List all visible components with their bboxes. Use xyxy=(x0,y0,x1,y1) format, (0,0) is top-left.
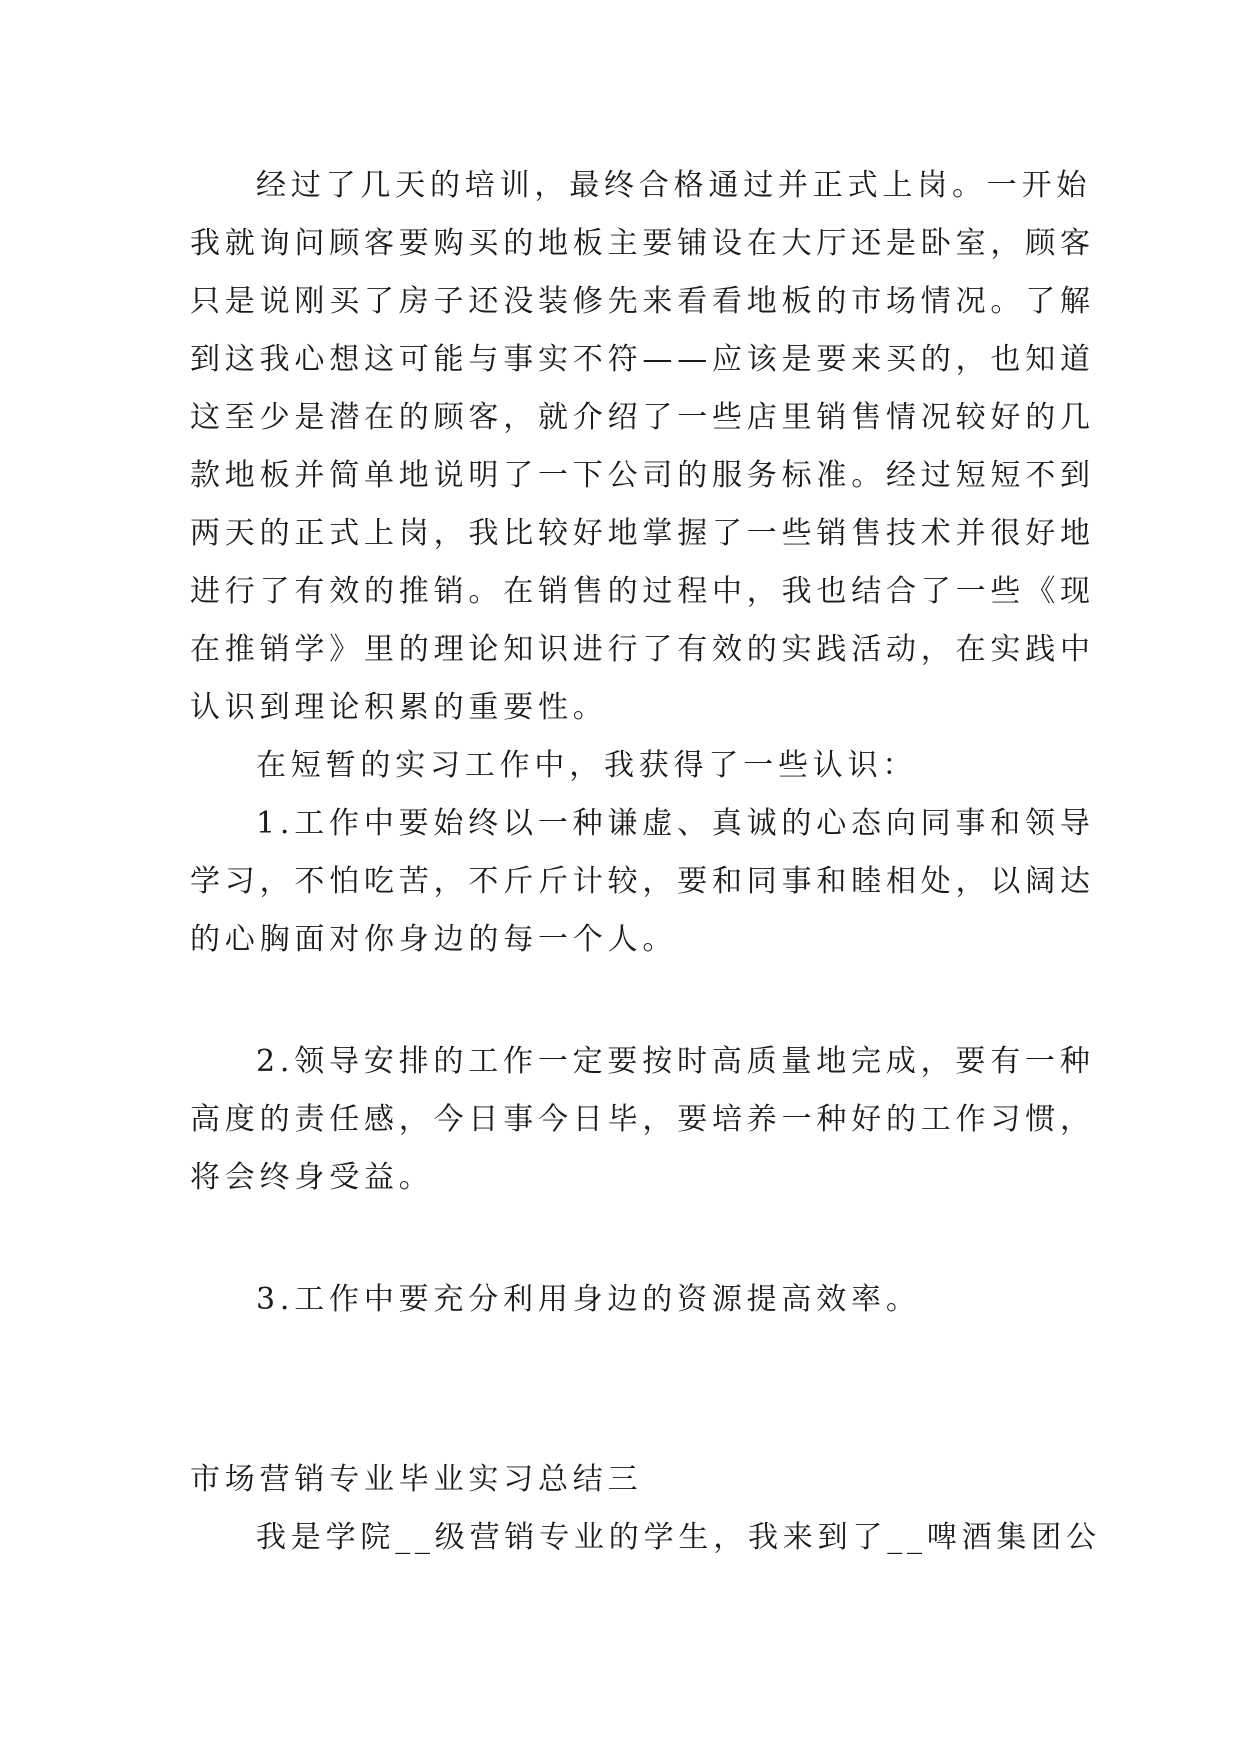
paragraph-line: 这至少是潜在的顾客，就介绍了一些店里销售情况较好的几 xyxy=(190,400,1095,435)
list-item-line: 3.工作中要充分利用身边的资源提高效率。 xyxy=(256,1282,921,1317)
list-item-line: 将会终身受益。 xyxy=(190,1160,434,1195)
paragraph-line: 进行了有效的推销。在销售的过程中，我也结合了一些《现 xyxy=(190,574,1095,609)
paragraph-line: 我就询问顾客要购买的地板主要铺设在大厅还是卧室，顾客 xyxy=(190,226,1095,261)
paragraph-line: 我是学院__级营销专业的学生，我来到了__啤酒集团公 xyxy=(256,1520,1101,1555)
list-item-line: 学习，不怕吃苦，不斤斤计较，要和同事和睦相处，以阔达 xyxy=(190,864,1095,899)
paragraph-line: 两天的正式上岗，我比较好地掌握了一些销售技术并很好地 xyxy=(190,516,1095,551)
list-item-1 xyxy=(190,795,1095,969)
list-item-2 xyxy=(190,1033,1095,1207)
list-item-3 xyxy=(190,1271,1052,1329)
paragraph-line: 认识到理论积累的重要性。 xyxy=(190,690,608,725)
paragraph-training xyxy=(190,157,1095,737)
paragraph-line: 在短暂的实习工作中，我获得了一些认识： xyxy=(256,748,918,783)
paragraph-line: 只是说刚买了房子还没装修先来看看地板的市场情况。了解 xyxy=(190,284,1095,319)
paragraph-intro-three xyxy=(190,1509,1101,1567)
section-heading xyxy=(190,1451,1052,1509)
list-item-line: 高度的责任感，今日事今日毕，要培养一种好的工作习惯， xyxy=(190,1102,1095,1137)
paragraph-insights-intro xyxy=(190,737,1052,795)
paragraph-line: 经过了几天的培训，最终合格通过并正式上岗。一开始 xyxy=(256,168,1092,203)
list-item-line: 1.工作中要始终以一种谦虚、真诚的心态向同事和领导 xyxy=(256,806,1095,841)
list-item-line: 2.领导安排的工作一定要按时高质量地完成，要有一种 xyxy=(256,1044,1095,1079)
section-heading-text: 市场营销专业毕业实习总结三 xyxy=(190,1462,643,1497)
paragraph-line: 在推销学》里的理论知识进行了有效的实践活动，在实践中 xyxy=(190,632,1095,667)
paragraph-line: 到这我心想这可能与事实不符——应该是要来买的，也知道 xyxy=(190,342,1095,377)
list-item-line: 的心胸面对你身边的每一个人。 xyxy=(190,922,678,957)
paragraph-line: 款地板并简单地说明了一下公司的服务标准。经过短短不到 xyxy=(190,458,1095,493)
